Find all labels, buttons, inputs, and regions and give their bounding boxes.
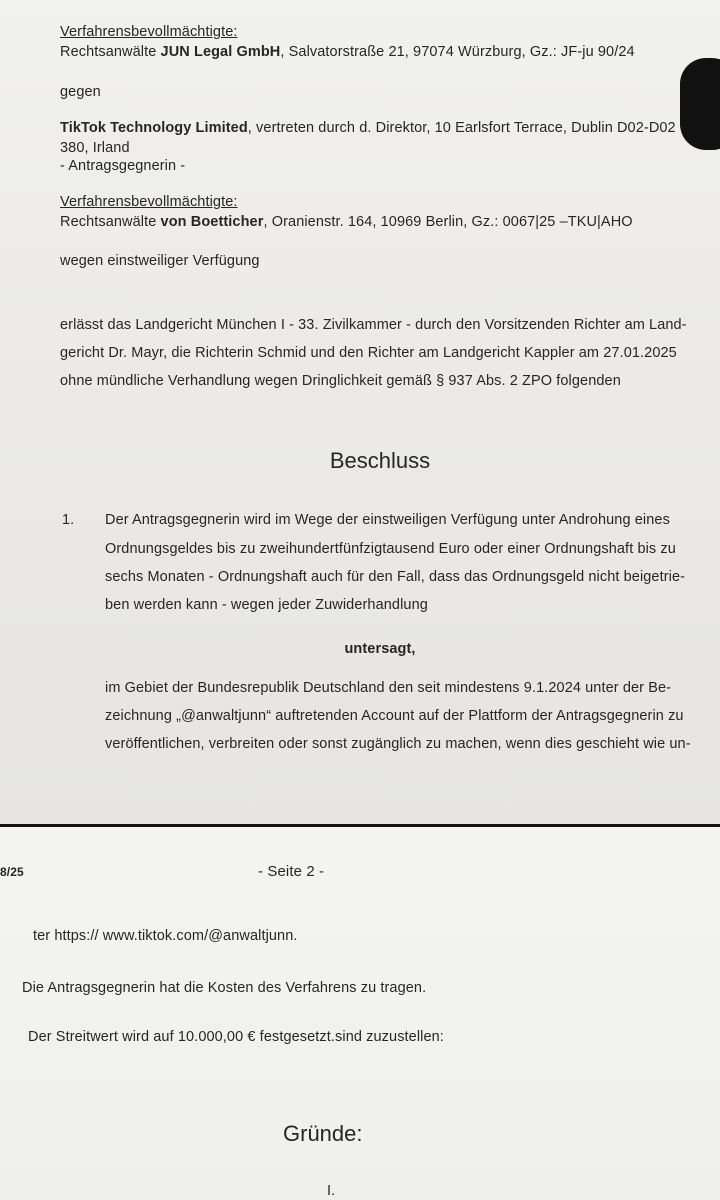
tail-line: veröffentlichen, verbreiten oder sonst zugänglich zu machen, wenn dies geschieht wie un- (105, 736, 691, 752)
document-page-2 (0, 827, 720, 1200)
beschluss-heading: Beschluss (329, 448, 431, 473)
representative-1-line (60, 44, 635, 60)
item-line: ben werden kann - wegen jeder Zuwiderhandlung (105, 597, 428, 613)
intro-line: ohne mündliche Verhandlung wegen Dringlichkeit gemäß § 937 Abs. 2 ZPO folgenden (60, 373, 621, 389)
representative-2-line (60, 214, 633, 230)
url-line: ter https:// www.tiktok.com/@anwaltjunn. (33, 928, 298, 944)
party-address: , vertreten durch d. Direktor, 10 Earlsfort Terrace, Dublin D02-D02 (247, 120, 676, 136)
finger-shadow (680, 58, 720, 150)
item-line: sechs Monaten - Ordnungshaft auch für den Fall, dass das Ordnungsgeld nicht beigetrie- (105, 569, 686, 585)
page-number: - Seite 2 - (258, 863, 325, 880)
rep1-prefix: Rechtsanwälte (60, 44, 161, 60)
tail-line: zeichnung „@anwaltjunn“ auftretenden Account auf der Plattform der Antragsgegnerin zu (105, 708, 684, 724)
file-reference: 8/25 (0, 865, 24, 879)
untersagt-text: untersagt, (344, 641, 416, 657)
item-line: Der Antragsgegnerin wird im Wege der einstweiligen Verfügung unter Androhung eines (105, 512, 670, 528)
rep2-prefix: Rechtsanwälte (60, 214, 161, 230)
intro-line: erlässt das Landgericht München I - 33. Zivilkammer - durch den Vorsitzenden Richter am Land- (60, 317, 687, 333)
intro-line: gericht Dr. Mayr, die Richterin Schmid und den Richter am Landgericht Kappler am 27.01.2025 (60, 345, 677, 361)
party-name: TikTok Technology Limited (60, 120, 248, 136)
rep1-address: , Salvatorstraße 21, 97074 Würzburg, Gz.: JF-ju 90/24 (280, 44, 635, 60)
party-role: - Antragsgegnerin - (60, 158, 186, 174)
costs-line: Die Antragsgegnerin hat die Kosten des Verfahrens zu tragen. (22, 980, 427, 996)
subject-line: wegen einstweiliger Verfügung (60, 253, 260, 269)
item-line: Ordnungsgeldes bis zu zweihundertfünfzigtausend Euro oder einer Ordnungshaft bis zu (105, 541, 676, 557)
item-number: 1. (62, 512, 75, 528)
rep2-address: , Oranienstr. 164, 10969 Berlin, Gz.: 0067|25 –TKU|AHO (263, 214, 633, 230)
tail-line: im Gebiet der Bundesrepublik Deutschland den seit mindestens 9.1.2024 unter der Be- (105, 680, 672, 696)
gruende-heading: Gründe: (283, 1121, 363, 1146)
roman-numeral: I. (327, 1183, 336, 1199)
gegen-text: gegen (60, 84, 101, 100)
rep2-name: von Boetticher (160, 214, 264, 230)
party-line-2: 380, Irland (60, 140, 130, 156)
representative-2-label: Verfahrensbevollmächtigte: (60, 194, 238, 210)
value-line: Der Streitwert wird auf 10.000,00 € festgesetzt.sind zuzustellen: (28, 1029, 444, 1045)
party-line (60, 120, 676, 136)
representative-1-label: Verfahrensbevollmächtigte: (60, 24, 238, 40)
rep1-name: JUN Legal GmbH (160, 44, 281, 60)
